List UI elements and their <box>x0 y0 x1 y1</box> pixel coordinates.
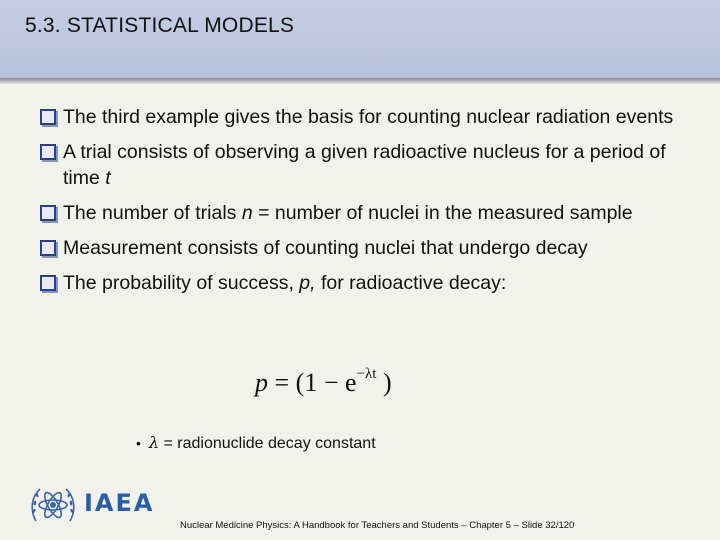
bullet-item <box>40 235 700 261</box>
formula-body: = (1 − e <box>268 368 357 397</box>
bullet-item <box>40 104 700 130</box>
bullet-text: Measurement consists of counting nuclei that undergo decay <box>63 237 588 259</box>
formula-lhs: p <box>255 368 268 397</box>
formula-exponent: −λt <box>356 366 377 383</box>
formula-close: ) <box>376 368 392 397</box>
bullet-variable: t <box>105 167 111 189</box>
sub-bullet <box>136 433 376 453</box>
bullet-variable: p, <box>299 272 316 294</box>
checkbox-bullet-icon <box>40 205 56 221</box>
header-divider <box>0 78 720 84</box>
checkbox-bullet-icon <box>40 240 56 256</box>
bullet-text: A trial consists of observing a given radioactive nucleus for a period of time <box>63 141 666 189</box>
slide-header <box>0 0 720 80</box>
checkbox-bullet-icon <box>40 275 56 291</box>
sub-bullet-text: = radionuclide decay constant <box>159 435 376 452</box>
atom-laurel-icon <box>28 481 78 531</box>
bullet-item <box>40 200 700 226</box>
checkbox-bullet-icon <box>40 109 56 125</box>
logo-wordmark: IAEA <box>84 489 155 517</box>
slide-footer: Nuclear Medicine Physics: A Handbook for Teachers and Students – Chapter 5 – Slide 32/120 <box>180 520 575 531</box>
bullet-list <box>40 104 700 296</box>
bullet-text: The third example gives the basis for counting nuclear radiation events <box>63 106 674 128</box>
checkbox-bullet-icon <box>40 144 56 160</box>
bullet-text: The probability of success, <box>63 272 300 294</box>
bullet-item <box>40 139 700 191</box>
bullet-variable: n <box>241 202 253 224</box>
decay-probability-formula <box>255 368 392 398</box>
bullet-text: The number of trials <box>63 202 242 224</box>
dot-bullet-icon: • <box>136 435 141 451</box>
bullet-text: for radioactive decay: <box>315 272 507 294</box>
bullet-text: = number of nuclei in the measured sample <box>252 202 633 224</box>
lambda-symbol: λ <box>148 433 160 452</box>
bullet-item <box>40 270 700 296</box>
slide-title: 5.3. STATISTICAL MODELS <box>25 14 295 37</box>
iaea-logo <box>28 481 158 531</box>
